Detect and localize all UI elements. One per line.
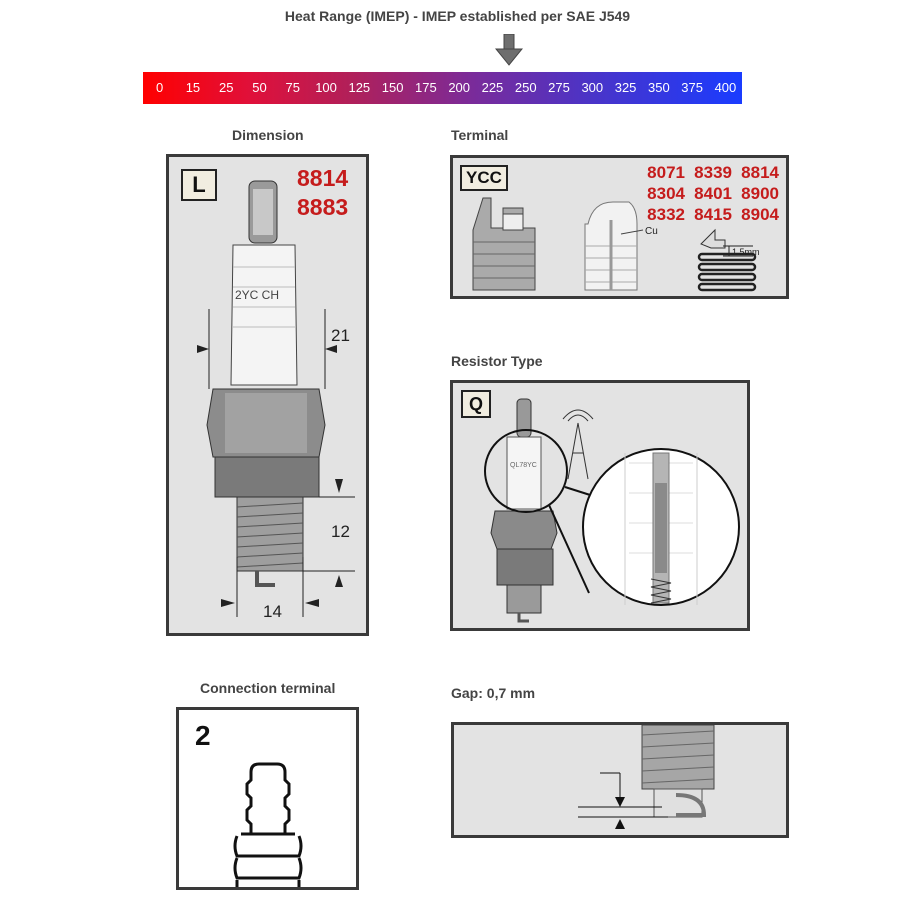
heat-range-title: Heat Range (IMEP) - IMEP established per SAE J549 bbox=[284, 8, 631, 24]
resistor-drawing bbox=[453, 383, 747, 628]
measure-12: 12 bbox=[331, 522, 350, 541]
insulator-text: 2YC CH bbox=[235, 288, 280, 302]
gap-heading: Gap: 0,7 mm bbox=[451, 685, 536, 701]
heat-range-value: 50 bbox=[252, 80, 267, 95]
heat-range-value: 350 bbox=[648, 80, 670, 95]
heat-range-value: 275 bbox=[548, 80, 570, 95]
heat-range-value: 150 bbox=[381, 80, 404, 95]
terminal-code-row: 8304 8401 8900 bbox=[647, 184, 779, 203]
gap-1-5mm-label: 1.5mm bbox=[732, 247, 760, 257]
heat-range-value: 100 bbox=[315, 80, 337, 95]
connection-terminal-drawing bbox=[179, 710, 356, 887]
gap-drawing bbox=[454, 725, 786, 835]
dimension-panel bbox=[166, 154, 369, 636]
connection-heading: Connection terminal bbox=[200, 680, 336, 696]
terminal-heading: Terminal bbox=[451, 127, 509, 143]
terminal-drawing bbox=[453, 158, 786, 296]
heat-range-value: 75 bbox=[285, 80, 300, 95]
resistor-badge: Q bbox=[461, 390, 491, 418]
heat-range-value: 25 bbox=[218, 80, 234, 95]
measure-14: 14 bbox=[263, 602, 282, 621]
dimension-code: 8883 bbox=[297, 194, 349, 220]
resistor-heading: Resistor Type bbox=[451, 353, 543, 369]
heat-range-value: 15 bbox=[185, 80, 201, 95]
heat-range-value: 175 bbox=[415, 80, 437, 95]
heat-range-value: 400 bbox=[714, 80, 737, 95]
dimension-heading: Dimension bbox=[232, 127, 304, 143]
resistor-insulator-text: QL78YC bbox=[510, 462, 537, 469]
gap-panel bbox=[451, 722, 789, 838]
heat-range-scale bbox=[143, 72, 742, 104]
heat-range-value: 300 bbox=[581, 80, 604, 95]
cu-label: Cu bbox=[645, 226, 658, 237]
heat-range-value: 200 bbox=[448, 80, 471, 95]
heat-range-value: 125 bbox=[348, 80, 371, 95]
terminal-panel bbox=[450, 155, 789, 299]
terminal-code-row: 8332 8415 8904 bbox=[647, 205, 779, 224]
dimension-badge: L bbox=[181, 169, 217, 201]
connection-panel bbox=[176, 707, 359, 890]
heat-range-value: 375 bbox=[681, 80, 703, 95]
heat-range-value: 250 bbox=[514, 80, 537, 95]
arrow-down-icon bbox=[495, 34, 523, 66]
dimension-code: 8814 bbox=[297, 165, 349, 191]
resistor-panel bbox=[450, 380, 750, 631]
measure-21: 21 bbox=[331, 326, 350, 345]
heat-range-value: 325 bbox=[614, 80, 637, 95]
spark-plug-dimension-drawing bbox=[169, 157, 366, 633]
terminal-badge: YCC bbox=[460, 165, 508, 191]
terminal-code-row: 8071 8339 8814 bbox=[647, 163, 779, 182]
heat-range-value: 225 bbox=[481, 80, 504, 95]
heat-range-value: 0 bbox=[156, 80, 164, 95]
connection-badge: 2 bbox=[195, 720, 211, 751]
